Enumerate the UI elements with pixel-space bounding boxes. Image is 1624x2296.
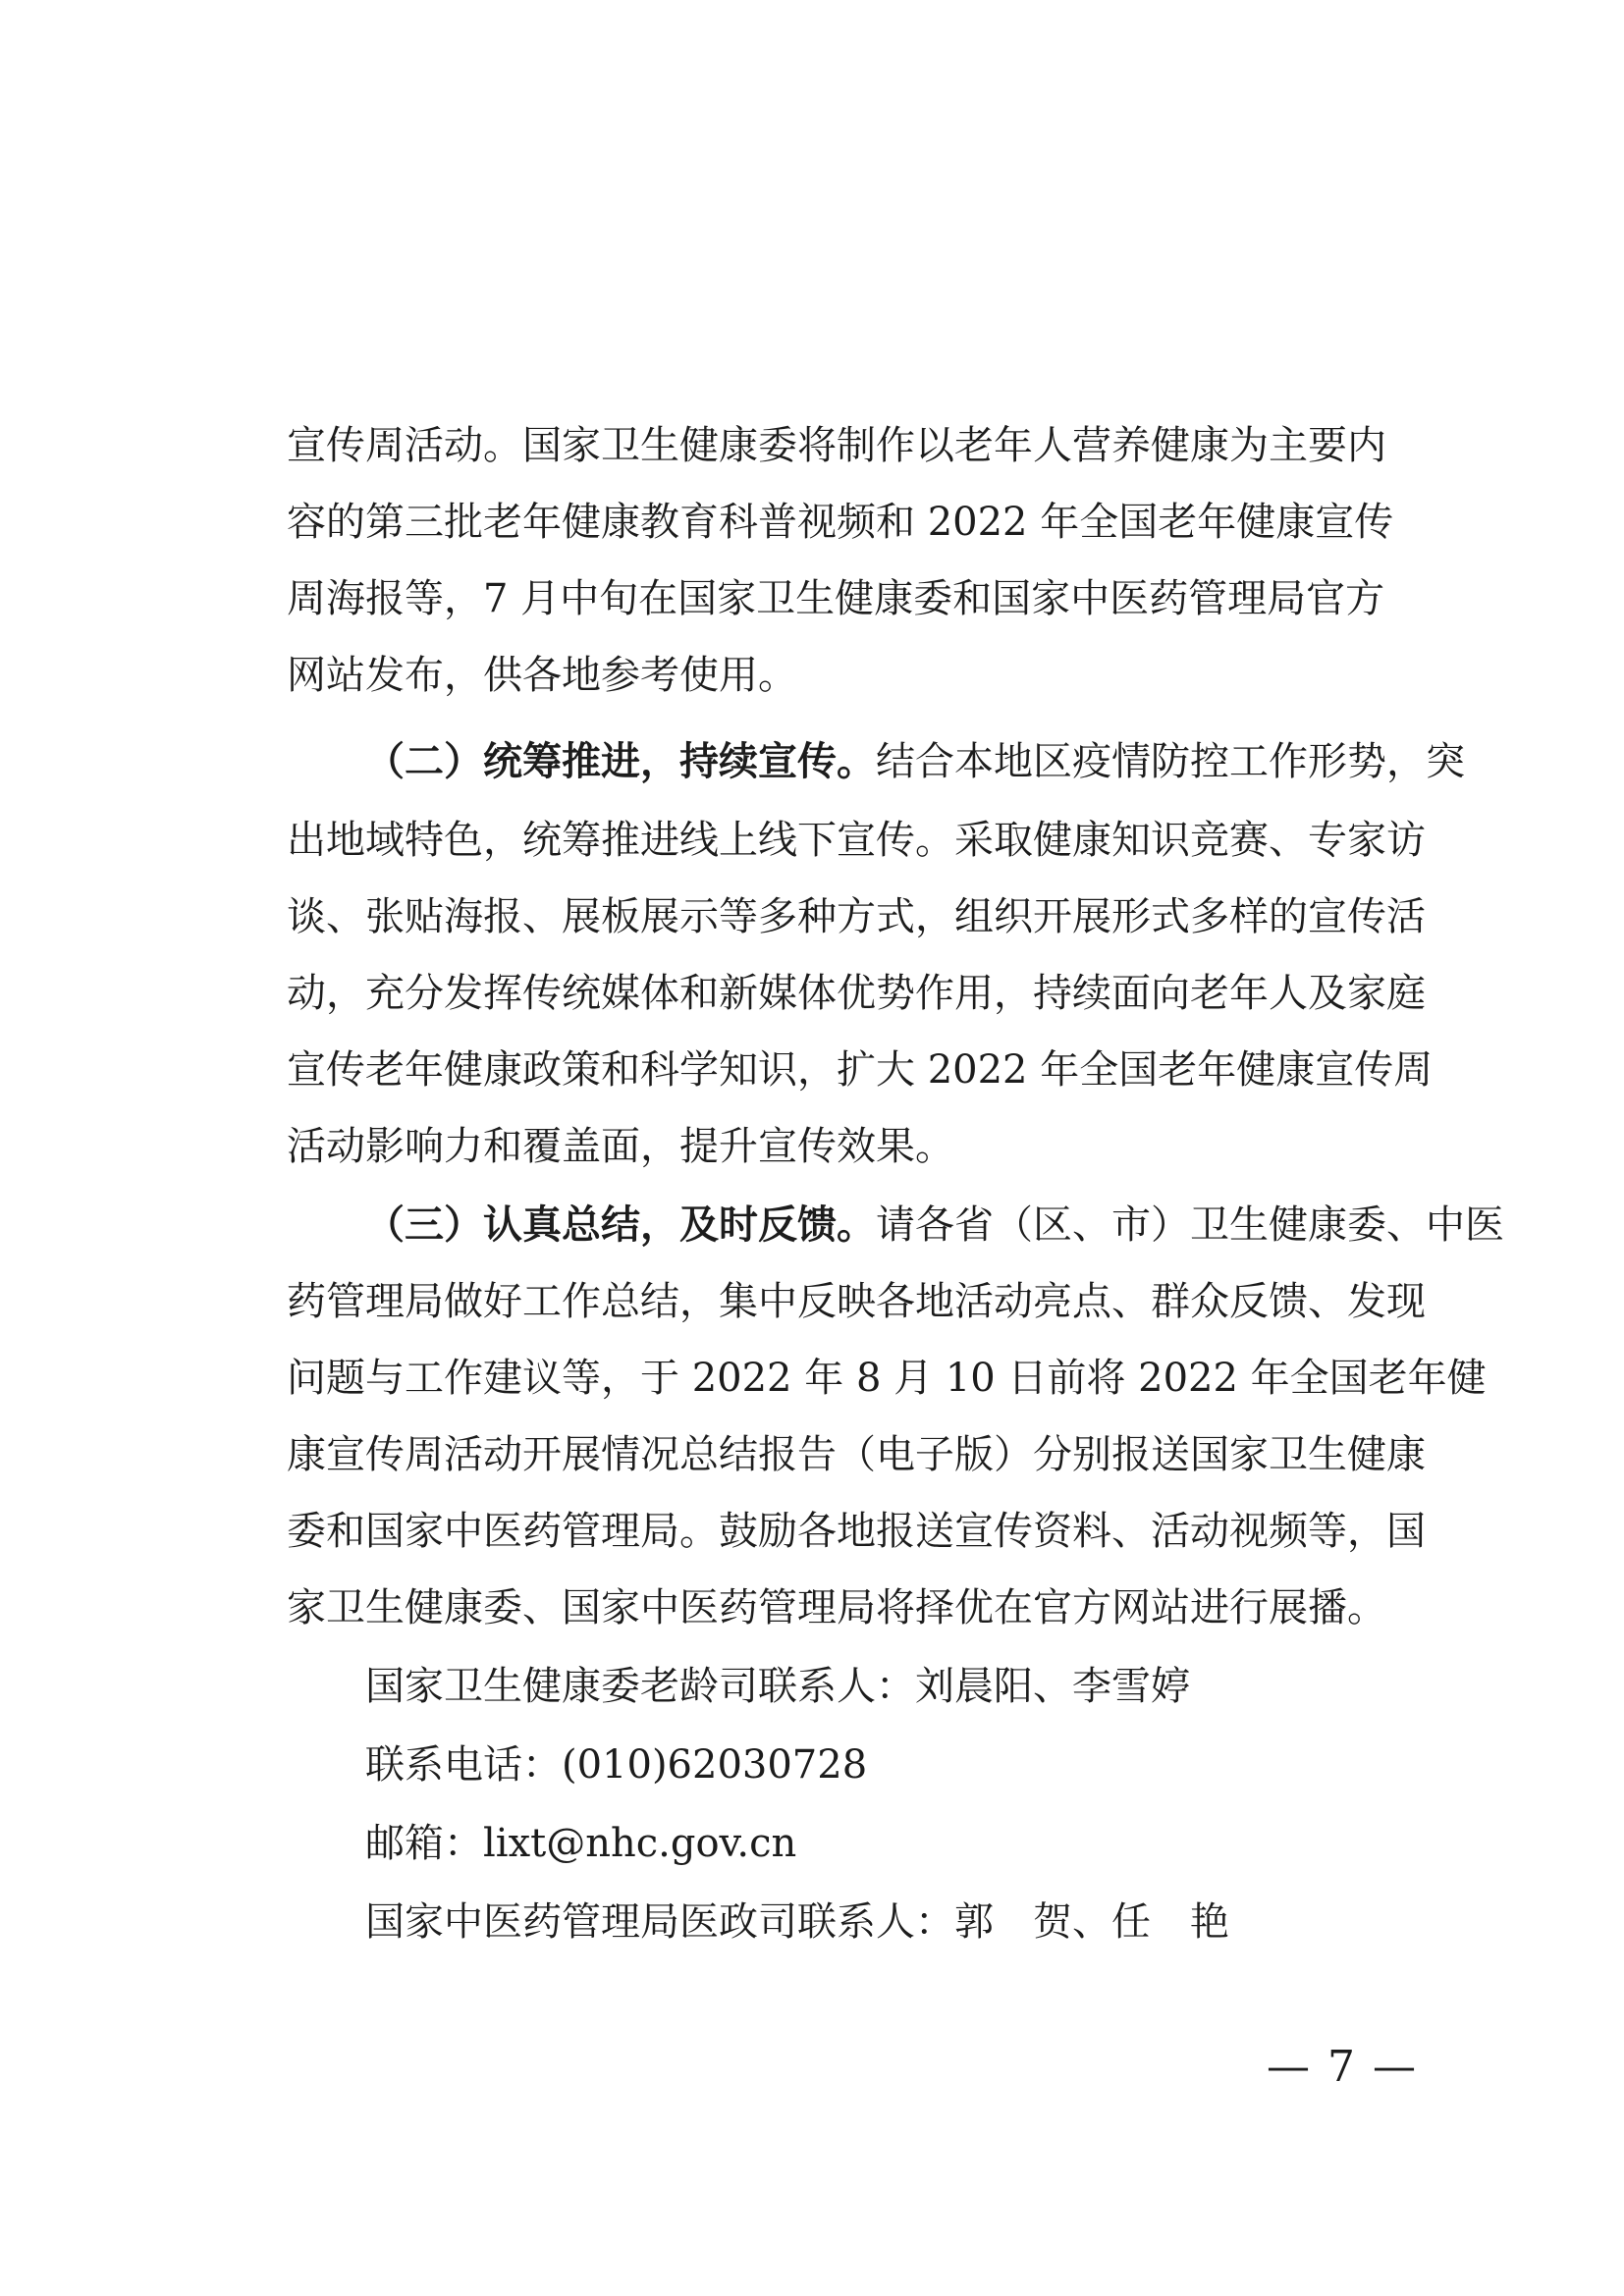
body-text-line: 问题与工作建议等，于 2022 年 8 月 10 日前将 2022 年全国老年健: [287, 1356, 1487, 1401]
section-3-text: 请各省（区、市）卫生健康委、中医: [876, 1202, 1504, 1248]
body-text-line: 出地域特色，统筹推进线上线下宣传。采取健康知识竞赛、专家访: [287, 818, 1426, 863]
contact-email: 邮箱：lixt@nhc.gov.cn: [365, 1821, 797, 1866]
body-text-line: 活动影响力和覆盖面，提升宣传效果。: [287, 1124, 954, 1169]
body-text-line: 康宣传周活动开展情况总结报告（电子版）分别报送国家卫生健康: [287, 1432, 1426, 1477]
section-3-first-line: [365, 1200, 1504, 1251]
section-3-heading: （三）认真总结，及时反馈。: [365, 1201, 876, 1248]
contact-line: 国家卫生健康委老龄司联系人：刘晨阳、李雪婷: [365, 1664, 1190, 1709]
contact-phone: 联系电话：(010)62030728: [365, 1742, 868, 1788]
body-text-line: 宣传周活动。国家卫生健康委将制作以老年人营养健康为主要内: [287, 423, 1386, 468]
body-text-line: 谈、张贴海报、展板展示等多种方式，组织开展形式多样的宣传活: [287, 894, 1426, 939]
section-2-heading: （二）统筹推进，持续宣传。: [365, 738, 876, 784]
section-2-first-line: [365, 736, 1465, 787]
body-text-line: 委和国家中医药管理局。鼓励各地报送宣传资料、活动视频等，国: [287, 1509, 1426, 1554]
page-number: — 7 —: [1267, 2042, 1418, 2092]
body-text-line: 家卫生健康委、国家中医药管理局将择优在官方网站进行展播。: [287, 1585, 1386, 1630]
body-text-line: 容的第三批老年健康教育科普视频和 2022 年全国老年健康宣传: [287, 500, 1394, 545]
contact-line: 国家中医药管理局医政司联系人：郭 贺、任 艳: [365, 1899, 1229, 1945]
body-text-line: 动，充分发挥传统媒体和新媒体优势作用，持续面向老年人及家庭: [287, 971, 1426, 1016]
section-2-text: 结合本地区疫情防控工作形势，突: [876, 739, 1465, 784]
body-text-line: 宣传老年健康政策和科学知识，扩大 2022 年全国老年健康宣传周: [287, 1047, 1434, 1093]
body-text-line: 网站发布，供各地参考使用。: [287, 653, 797, 698]
body-text-line: 周海报等，7 月中旬在国家卫生健康委和国家中医药管理局官方: [287, 576, 1385, 621]
body-text-line: 药管理局做好工作总结，集中反映各地活动亮点、群众反馈、发现: [287, 1279, 1426, 1324]
